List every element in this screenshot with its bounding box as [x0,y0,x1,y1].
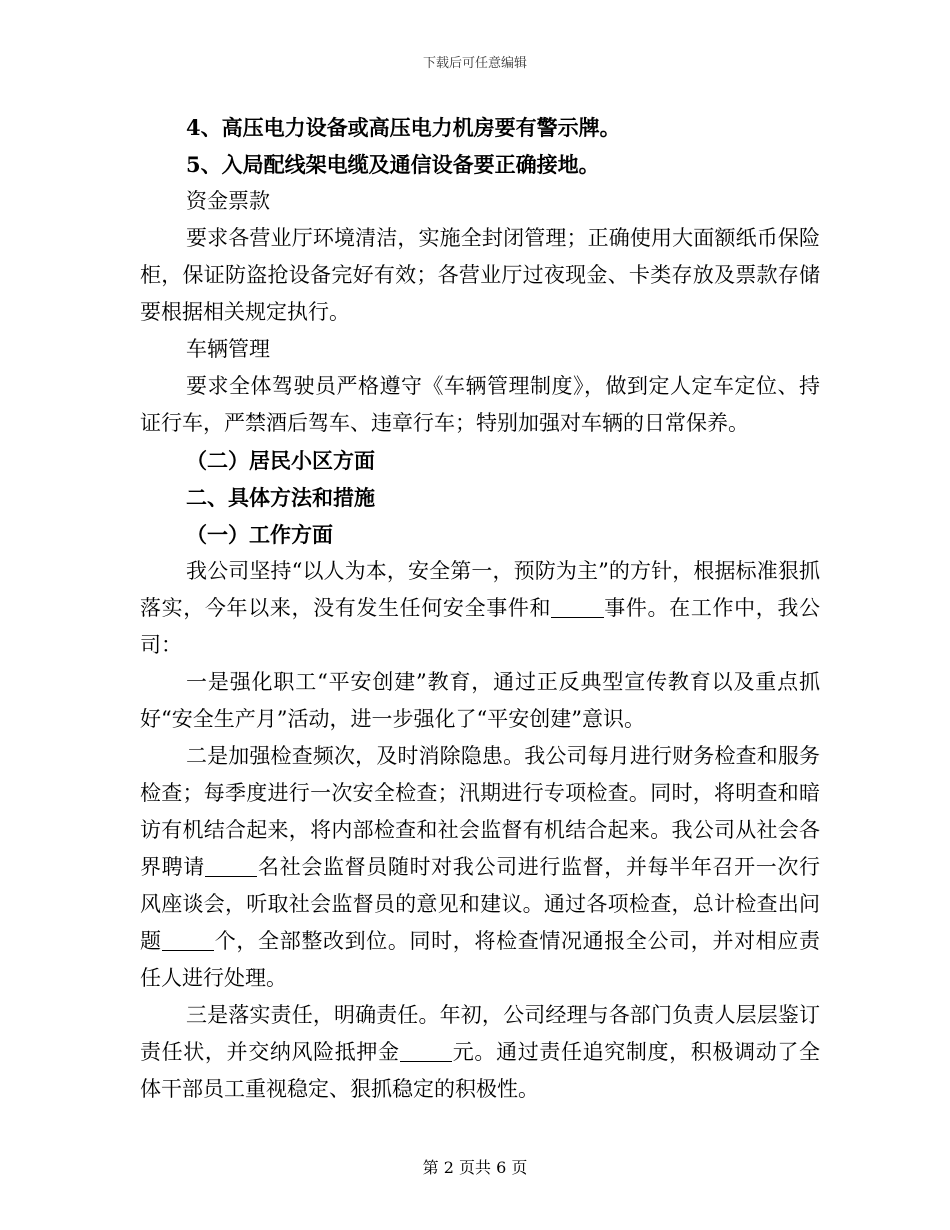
paragraph-3-part-b: 名社会监督员随时对我公司进行监督，并每半年召开一次行风座谈会，听取社会监督员的意见和建议。通过各项检查，总计检查出问题 [140,855,821,953]
paragraph-3 [140,738,820,997]
page-footer: 第 2 页共 6 页 [422,1158,528,1177]
paragraph-2: 一是强化职工“平安创建”教育，通过正反典型宣传教育以及重点抓好“安全生产月”活动，进一步强化了“平安创建”意识。 [140,670,820,731]
item-5: 5、入局配线架电缆及通信设备要正确接地。 [186,152,600,177]
funds-paragraph: 要求各营业厅环境清洁，实施全封闭管理；正确使用大面额纸币保险柜，保证防盗抢设备完好有效；各营业厅过夜现金、卡类存放及票款存储要根据相关规定执行。 [140,226,820,324]
vehicle-paragraph: 要求全体驾驶员严格遵守《车辆管理制度》，做到定人定车定位、持证行车，严禁酒后驾车、违章行车；特别加强对车辆的日常保养。 [140,374,820,435]
paragraph-3-part-a: 二是加强检查频次，及时消除隐患。我公司每月进行财务检查和服务检查；每季度进行一次安全检查；汛期进行专项检查。同时，将明查和暗访有机结合起来，将内部检查和社会监督有机结合起来。我公司从社会各界聘请 [140,744,820,879]
vehicle-heading: 车辆管理 [186,337,270,361]
paragraph-1-part-a: 我公司坚持“以人为本，安全第一，预防为主”的方针，根据标准狠抓落实，今年以来，没有发生任何安全事件和 [140,559,820,620]
work-heading: （一）工作方面 [186,522,333,547]
paragraph-4-part-b: 元。通过责任追究制度，积极调动了全体干部员工重视稳定、狠抓稳定的积极性。 [140,1040,820,1101]
fill-blank [400,1040,453,1062]
section-2-heading: 二、具体方法和措施 [186,485,375,510]
residential-heading: （二）居民小区方面 [186,448,375,473]
item-4: 4、高压电力设备或高压电力机房要有警示牌。 [186,115,621,140]
page-header: 下载后可任意编辑 [422,56,527,71]
paragraph-1 [140,553,820,664]
paragraph-3-part-c: 个，全部整改到位。同时，将检查情况通报全公司，并对相应责任人进行处理。 [140,929,821,990]
fill-blank [162,929,215,951]
paragraph-4 [140,997,820,1108]
document-body [140,109,820,1108]
paragraph-4-part-a: 三是落实责任，明确责任。年初，公司经理与各部门负责人层层鉴订责任状，并交纳风险抵押金 [140,1003,820,1064]
fill-blank [551,596,604,618]
funds-heading: 资金票款 [186,189,270,213]
paragraph-1-part-b: 事件。在工作中，我公司： [140,596,821,657]
fill-blank [205,855,258,877]
